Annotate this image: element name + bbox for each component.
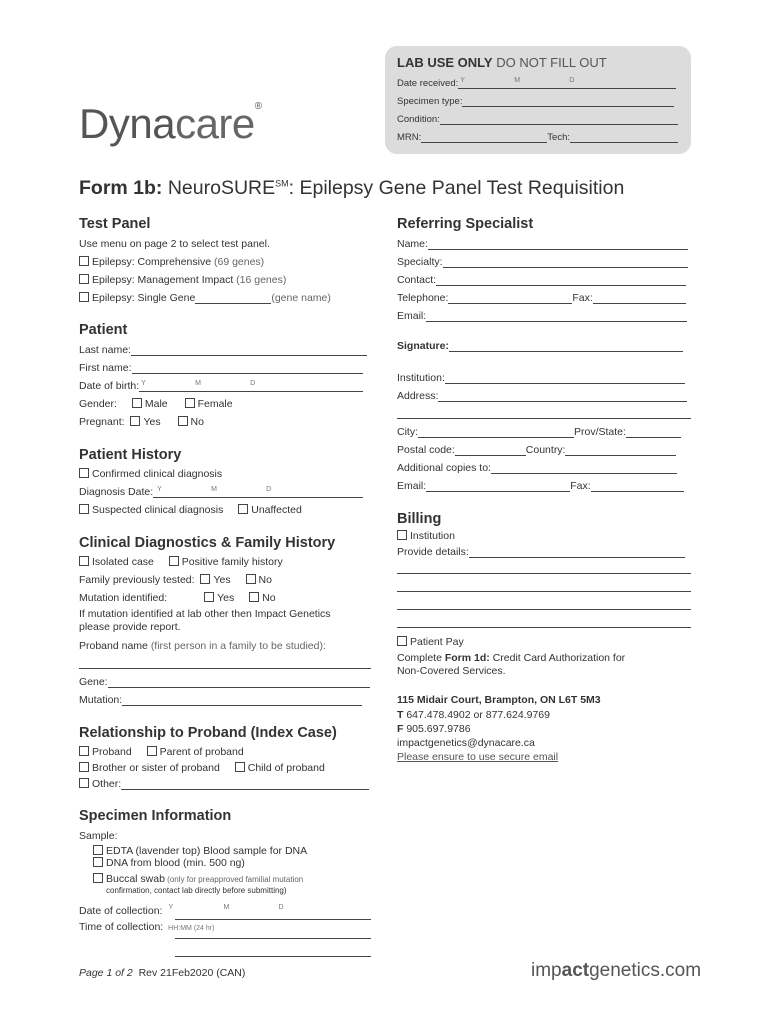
do-not-fill-label: DO NOT FILL OUT [492,55,607,70]
date-received-field[interactable]: Y M D [458,77,676,89]
buccal-note: confirmation, contact lab directly before submitting) [106,886,287,895]
child-checkbox[interactable] [235,762,245,772]
mrn-row: MRN: Tech: [397,131,678,143]
mutation-identified-row: Mutation identified: Yes No [79,592,276,604]
condition-field[interactable] [440,113,678,125]
other-field[interactable] [121,778,369,790]
sibling-checkbox[interactable] [79,762,89,772]
patient-pay[interactable]: Patient Pay [397,636,464,648]
edta-option[interactable]: EDTA (lavender top) Blood sample for DNA [93,845,307,857]
test-panel-note: Use menu on page 2 to select test panel. [79,238,270,250]
relationship-row-2: Brother or sister of proband Child of proband [79,762,325,774]
diagnosis-date-row: Diagnosis Date: Y M D [79,486,363,498]
date-collection-field[interactable]: Y M D [168,904,284,911]
proband-name-label: Proband name (first person in a family to be studied): [79,640,326,652]
last-name-row: Last name: [79,344,367,356]
copies-row: Additional copies to: [397,462,677,474]
postal-field[interactable] [455,444,526,456]
time-collection-line-1 [175,938,371,939]
pregnant-row: Pregnant: Yes No [79,416,204,428]
lab-email-link[interactable]: impactgenetics@dynacare.ca [397,737,535,749]
signature-row: Signature: [397,340,683,352]
impactgenetics-logo: impactgenetics.com [531,960,702,981]
relationship-heading: Relationship to Proband (Index Case) [79,725,337,741]
option-management-impact[interactable]: Epilepsy: Management Impact (16 genes) [79,274,286,286]
lab-use-only-label: LAB USE ONLY [397,55,493,70]
first-name-field[interactable] [132,362,363,374]
details-line-5[interactable] [397,627,691,628]
male-checkbox[interactable] [132,398,142,408]
management-impact-checkbox[interactable] [79,274,89,284]
copies-field[interactable] [491,462,677,474]
ref-fax-field[interactable] [593,292,686,304]
address-field[interactable] [438,390,687,402]
gene-row: Gene: [79,676,370,688]
lab-telephone: T 647.478.4902 or 877.624.9769 [397,709,550,721]
specimen-heading: Specimen Information [79,808,232,824]
suspected-diagnosis[interactable]: Suspected clinical diagnosis Unaffected [79,504,302,516]
confirmed-checkbox[interactable] [79,468,89,478]
relationship-row-1: Proband Parent of proband [79,746,244,758]
ref-name-field[interactable] [428,238,688,250]
family-tested-row: Family previously tested: Yes No [79,574,272,586]
pregnant-yes-checkbox[interactable] [130,416,140,426]
city-field[interactable] [418,426,574,438]
mrn-field[interactable] [421,131,547,143]
dna-checkbox[interactable] [93,857,103,867]
postal-row: Postal code: Country: [397,444,676,456]
confirmed-diagnosis[interactable]: Confirmed clinical diagnosis [79,468,222,480]
billing-heading: Billing [397,511,442,527]
mutation-yes-checkbox[interactable] [204,592,214,602]
family-tested-no-checkbox[interactable] [246,574,256,584]
time-collection-field[interactable]: HH:MM (24 hr) [168,925,215,932]
mutation-no-checkbox[interactable] [249,592,259,602]
signature-field[interactable] [449,340,683,352]
copies-email-field[interactable] [426,480,570,492]
pregnant-no-checkbox[interactable] [178,416,188,426]
positive-family-checkbox[interactable] [169,556,179,566]
provide-details-row: Provide details: [397,546,685,558]
specimen-type-row: Specimen type: [397,95,674,107]
prov-field[interactable] [626,426,681,438]
option-single-gene[interactable]: Epilepsy: Single Gene (gene name) [79,292,331,304]
isolated-case-checkbox[interactable] [79,556,89,566]
proband-name-field[interactable] [79,668,371,669]
comprehensive-checkbox[interactable] [79,256,89,266]
institution-field[interactable] [445,372,685,384]
first-name-row: First name: [79,362,363,374]
family-history-row: Isolated case Positive family history [79,556,283,568]
ref-email-field[interactable] [426,310,687,322]
country-field[interactable] [565,444,676,456]
mutation-field[interactable] [122,694,362,706]
diagnosis-date-field[interactable]: Y M D [153,486,363,498]
copies-fax-field[interactable] [591,480,684,492]
mutation-row: Mutation: [79,694,362,706]
proband-checkbox[interactable] [79,746,89,756]
last-name-field[interactable] [131,344,367,356]
date-collection-row: Date of collection: Y M D [79,903,358,917]
billing-institution-checkbox[interactable] [397,530,407,540]
single-gene-checkbox[interactable] [79,292,89,302]
date-received-row: Date received: Y M D [397,77,676,89]
copies-email-row: Email: Fax: [397,480,684,492]
unaffected-checkbox[interactable] [238,504,248,514]
buccal-option[interactable]: Buccal swab (only for preapproved familial mutation [93,873,303,885]
test-panel-heading: Test Panel [79,216,151,232]
ref-contact-row: Contact: [397,274,686,286]
option-comprehensive[interactable]: Epilepsy: Comprehensive (69 genes) [79,256,264,268]
address-line-2[interactable] [397,418,691,419]
condition-row: Condition: [397,113,678,125]
tech-field[interactable] [570,131,678,143]
female-checkbox[interactable] [185,398,195,408]
dna-option[interactable]: DNA from blood (min. 500 ng) [93,857,245,869]
suspected-checkbox[interactable] [79,504,89,514]
date-collection-line [175,919,371,920]
other-checkbox[interactable] [79,778,89,788]
mutation-note-1: If mutation identified at lab other then Impact Genetics [79,608,331,620]
lab-address: 115 Midair Court, Brampton, ON L6T 5M3 [397,694,601,706]
gender-row: Gender: Male Female [79,398,233,410]
time-collection-row: Time of collection: HH:MM (24 hr) [79,921,215,933]
time-collection-line-2 [175,956,371,957]
form-title: Form 1b: NeuroSURE℠: Epilepsy Gene Panel Test Requisition [79,177,625,199]
ref-specialty-field[interactable] [443,256,688,268]
family-tested-yes-checkbox[interactable] [200,574,210,584]
patient-history-heading: Patient History [79,447,182,463]
patient-pay-checkbox[interactable] [397,636,407,646]
complete-form-note: Complete Form 1d: Credit Card Authorization for [397,652,626,664]
specimen-type-field[interactable] [462,95,674,107]
clinical-heading: Clinical Diagnostics & Family History [79,535,336,551]
ref-name-row: Name: [397,238,688,250]
parent-checkbox[interactable] [147,746,157,756]
city-row: City: Prov/State: [397,426,681,438]
ref-telephone-field[interactable] [448,292,572,304]
institution-row: Institution: [397,372,685,384]
lab-use-title [397,55,607,70]
sample-label: Sample: [79,830,118,842]
ref-contact-field[interactable] [436,274,686,286]
referring-heading: Referring Specialist [397,216,534,232]
gene-name-field[interactable] [195,292,271,304]
ref-email-row: Email: [397,310,687,322]
relationship-other-row: Other: [79,778,369,790]
lab-fax: F 905.697.9786 [397,723,471,735]
billing-institution[interactable]: Institution [397,530,455,542]
buccal-checkbox[interactable] [93,873,103,883]
complete-form-note-2: Non-Covered Services. [397,665,506,677]
details-line-3[interactable] [397,591,691,592]
page-footer: Page 1 of 2 Rev 21Feb2020 (CAN) [79,967,246,979]
address-row: Address: [397,390,687,402]
mutation-note-2: please provide report. [79,621,181,633]
ref-phone-row: Telephone: Fax: [397,292,686,304]
edta-checkbox[interactable] [93,845,103,855]
details-line-4[interactable] [397,609,691,610]
dob-field[interactable]: Y M D [139,380,363,392]
details-line-2[interactable] [397,573,691,574]
gene-field[interactable] [108,676,370,688]
provide-details-field[interactable] [469,546,685,558]
secure-email-note[interactable]: Please ensure to use secure email [397,751,559,763]
dob-row: Date of birth: Y M D [79,380,363,392]
dynacare-logo: Dynacare® [79,100,262,147]
patient-heading: Patient [79,322,128,338]
ref-specialty-row: Specialty: [397,256,688,268]
